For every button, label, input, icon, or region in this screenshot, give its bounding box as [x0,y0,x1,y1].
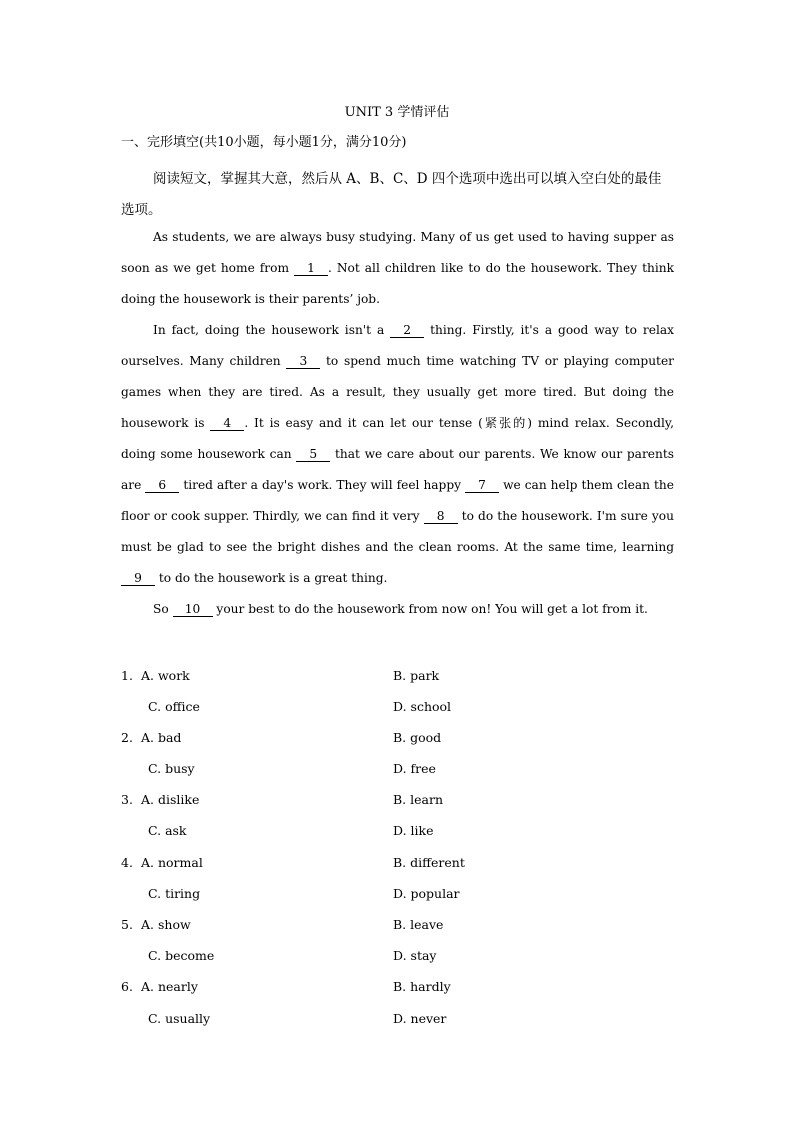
option-c: C. ask [148,823,187,838]
passage-text: to do the housework. I'm sure you must be glad to see the bright dishes and the clean rooms. At the same time, learning [121,509,674,554]
question-2-row-ab [121,729,681,760]
option-c: C. usually [148,1011,211,1026]
option-b: B. park [393,668,440,683]
passage-text: So [153,602,173,616]
option-a: A. bad [141,730,182,745]
option-b: B. learn [393,792,444,807]
section-heading: 一、完形填空(共10小题，每小题1分，满分10分) [121,135,407,150]
passage [121,222,674,625]
passage-text: we can help them clean the floor or cook supper. Thirdly, we can find it very [121,478,674,523]
question-number: 4. [121,855,133,870]
option-d: D. like [393,823,434,838]
option-c: C. become [148,948,215,963]
blank-3: 3 [286,354,320,369]
passage-text: In fact, doing the housework isn't a [153,323,391,337]
page-title: UNIT 3 学情评估 [344,105,450,120]
question-6-row-cd [121,1010,681,1041]
passage-text: to spend much time watching TV or playing computer games when they are tired. As a result, they usually get more tired. But doing the housework is [121,354,674,430]
question-number: 6. [121,979,133,994]
question-4-row-ab [121,854,681,885]
instruction: 阅读短文，掌握其大意，然后从 A、B、C、D 四个选项中选出可以填入空白处的最佳选项。 [121,171,662,218]
option-a: A. show [141,917,191,932]
blank-9: 9 [121,571,155,586]
option-c: C. tiring [148,886,201,901]
option-d: D. free [393,761,436,776]
option-d: D. never [393,1011,447,1026]
question-1-row-cd [121,698,681,729]
option-d: D. popular [393,886,460,901]
option-b: B. different [393,855,465,870]
question-3-row-ab [121,791,681,822]
passage-text: As students, we are always busy studying. Many of us get used to having supper as soon as we get home from [121,230,674,275]
question-number: 2. [121,730,133,745]
question-6-row-ab [121,978,681,1009]
option-a: A. dislike [141,792,200,807]
question-4-row-cd [121,885,681,916]
blank-1: 1 [294,261,328,276]
option-d: D. school [393,699,452,714]
option-b: B. hardly [393,979,451,994]
blank-7: 7 [465,478,499,493]
passage-paragraph-2 [121,315,674,594]
option-a: A. normal [141,855,203,870]
question-number: 3. [121,792,133,807]
passage-text: . Not all children like to do the housework. They think doing the housework is their parents’ job. [121,261,674,306]
blank-8: 8 [424,509,458,524]
blank-4: 4 [210,416,244,431]
question-5-row-cd [121,947,681,978]
option-a: A. nearly [141,979,198,994]
question-3-row-cd [121,822,681,853]
passage-paragraph-1 [121,222,674,315]
passage-text: thing. Firstly, it's a good way to relax ourselves. Many children [121,323,674,368]
blank-5: 5 [296,447,330,462]
passage-text: to do the housework is a great thing. [155,571,388,585]
passage-text: tired after a day's work. They will feel happy [179,478,466,492]
option-d: D. stay [393,948,437,963]
question-2-row-cd [121,760,681,791]
passage-paragraph-3 [121,594,674,625]
passage-text: that we care about our parents. We know our parents are [121,447,674,492]
passage-text: your best to do the housework from now on! You will get a lot from it. [212,602,648,616]
option-a: A. work [141,668,190,683]
question-5-row-ab [121,916,681,947]
blank-6: 6 [145,478,179,493]
question-number: 1. [121,668,133,683]
question-1-row-ab [121,667,681,698]
option-b: B. good [393,730,442,745]
blank-10: 10 [173,602,213,617]
question-number: 5. [121,917,133,932]
blank-2: 2 [390,323,424,338]
option-c: C. office [148,699,200,714]
passage-text: . It is easy and it can let our tense (紧张的) mind relax. Secondly, doing some housework can [121,416,674,461]
option-b: B. leave [393,917,444,932]
option-c: C. busy [148,761,195,776]
